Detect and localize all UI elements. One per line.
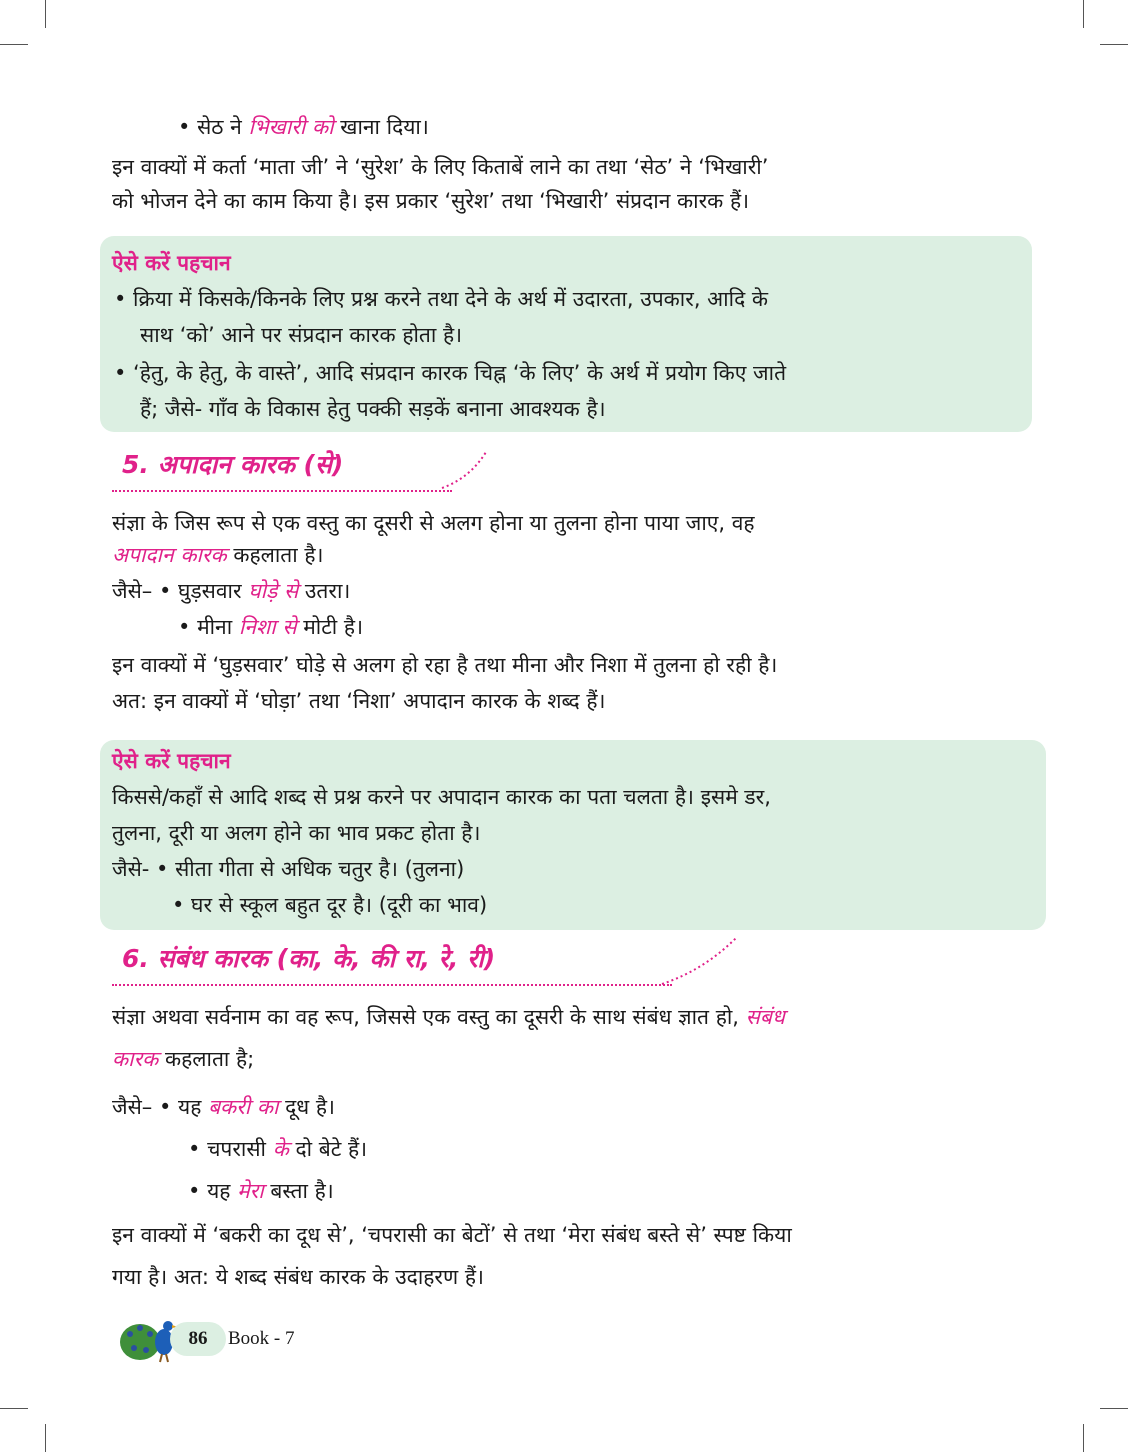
definition-line	[112, 540, 323, 570]
page-number: 86	[170, 1322, 226, 1356]
section-heading	[122, 448, 343, 482]
example-line	[112, 576, 350, 606]
text: सेठ ने	[197, 115, 242, 139]
highlight-text: भिखारी को	[248, 115, 334, 139]
text: बस्ता है।	[270, 1179, 334, 1203]
bullet-dot: •	[158, 1095, 179, 1119]
crop-mark	[45, 0, 46, 28]
section-heading	[122, 942, 495, 976]
definition-line	[112, 1044, 254, 1074]
text: संज्ञा अथवा सर्वनाम का वह रूप, जिससे एक वस्तु का दूसरी के साथ संबंध ज्ञात हो,	[112, 1005, 739, 1029]
crop-mark	[1100, 44, 1128, 45]
box-line: जैसे- • सीता गीता से अधिक चतुर है। (तुलना)	[112, 857, 465, 881]
paragraph-line: अत: इन वाक्यों में ‘घोड़ा’ तथा ‘निशा’ अपादान कारक के शब्द हैं।	[112, 689, 606, 713]
text: दो बेटे हैं।	[295, 1137, 368, 1161]
heading-underline	[112, 984, 672, 986]
heading-text: 6. संबंध कारक	[122, 944, 268, 973]
heading-paren: (से)	[303, 450, 344, 479]
crop-mark	[1100, 1408, 1128, 1409]
crop-mark	[1083, 1424, 1084, 1452]
heading-text: 5. अपादान कारक	[122, 450, 295, 479]
box-line: किससे/कहाँ से आदि शब्द से प्रश्न करने पर अपादान कारक का पता चलता है। इसमे डर,	[112, 785, 771, 809]
bullet-line	[178, 112, 429, 142]
crop-mark	[0, 44, 28, 45]
box-line: • क्रिया में किसके/किनके लिए प्रश्न करने तथा देने के अर्थ में उदारता, उपकार, आदि के	[114, 287, 769, 311]
box-line: साथ ‘को’ आने पर संप्रदान कारक होता है।	[140, 323, 463, 347]
text: खाना दिया।	[340, 115, 429, 139]
highlight-text: अपादान कारक	[112, 543, 227, 567]
highlight-text: मेरा	[237, 1179, 264, 1203]
bullet-dot: •	[188, 1137, 208, 1161]
heading-underline	[112, 490, 452, 492]
heading-swoosh	[440, 448, 490, 492]
text: दूध है।	[285, 1095, 335, 1119]
box-line: हैं; जैसे- गाँव के विकास हेतु पक्की सड़कें बनाना आवश्यक है।	[140, 397, 606, 421]
example-line	[188, 1134, 367, 1164]
bullet-dot: •	[178, 615, 198, 639]
text: कहलाता है;	[164, 1047, 255, 1071]
paragraph-line: गया है। अत: ये शब्द संबंध कारक के उदाहरण हैं।	[112, 1265, 484, 1289]
text: चपरासी	[207, 1137, 266, 1161]
definition-line	[112, 1002, 785, 1032]
highlight-text: संबंध	[745, 1005, 785, 1029]
bullet-dot: •	[188, 1179, 208, 1203]
example-label: जैसे–	[112, 579, 153, 603]
text: उतरा।	[304, 579, 351, 603]
box-line: • घर से स्कूल बहुत दूर है। (दूरी का भाव)	[172, 893, 488, 917]
highlight-text: बकरी का	[208, 1095, 279, 1119]
text: यह	[207, 1179, 231, 1203]
crop-mark	[0, 1408, 28, 1409]
text: यह	[178, 1095, 202, 1119]
book-label: Book - 7	[228, 1328, 295, 1349]
box-title: ऐसे करें पहचान	[112, 251, 231, 275]
example-line	[112, 1092, 335, 1122]
paragraph-line: को भोजन देने का काम किया है। इस प्रकार ‘सुरेश’ तथा ‘भिखारी’ संप्रदान कारक हैं।	[112, 189, 750, 213]
text: घुड़सवार	[178, 579, 242, 603]
crop-mark	[45, 1424, 46, 1452]
highlight-text: घोड़े से	[248, 579, 299, 603]
highlight-text: के	[272, 1137, 289, 1161]
highlight-text: निशा से	[238, 615, 297, 639]
heading-paren: (का, के, की रा, रे, री)	[276, 944, 496, 973]
bullet-dot: •	[178, 115, 198, 139]
paragraph-line: इन वाक्यों में ‘घुड़सवार’ घोड़े से अलग हो रहा है तथा मीना और निशा में तुलना हो रही है।	[112, 653, 778, 677]
bullet-dot: •	[158, 579, 179, 603]
example-line	[188, 1176, 334, 1206]
paragraph-line: इन वाक्यों में ‘बकरी का दूध से’, ‘चपरासी का बेटों’ से तथा ‘मेरा संबंध बस्ते से’ स्पष्ट किया	[112, 1223, 792, 1247]
paragraph-line: इन वाक्यों में कर्ता ‘माता जी’ ने ‘सुरेश’ के लिए किताबें लाने का तथा ‘सेठ’ ने ‘भिखारी’	[112, 155, 769, 179]
box-line: तुलना, दूरी या अलग होने का भाव प्रकट होता है।	[112, 821, 481, 845]
heading-swoosh	[660, 936, 740, 988]
text: मोटी है।	[303, 615, 364, 639]
example-label: जैसे–	[112, 1095, 153, 1119]
box-line: • ‘हेतु, के हेतु, के वास्ते’, आदि संप्रदान कारक चिह्न ‘के लिए’ के अर्थ में प्रयोग किए जाते	[114, 361, 787, 385]
box-title: ऐसे करें पहचान	[112, 749, 231, 773]
text: कहलाता है।	[233, 543, 324, 567]
crop-mark	[1083, 0, 1084, 28]
highlight-text: कारक	[112, 1047, 159, 1071]
text: मीना	[197, 615, 233, 639]
definition-line: संज्ञा के जिस रूप से एक वस्तु का दूसरी से अलग होना या तुलना होना पाया जाए, वह	[112, 511, 755, 535]
example-line	[178, 612, 363, 642]
